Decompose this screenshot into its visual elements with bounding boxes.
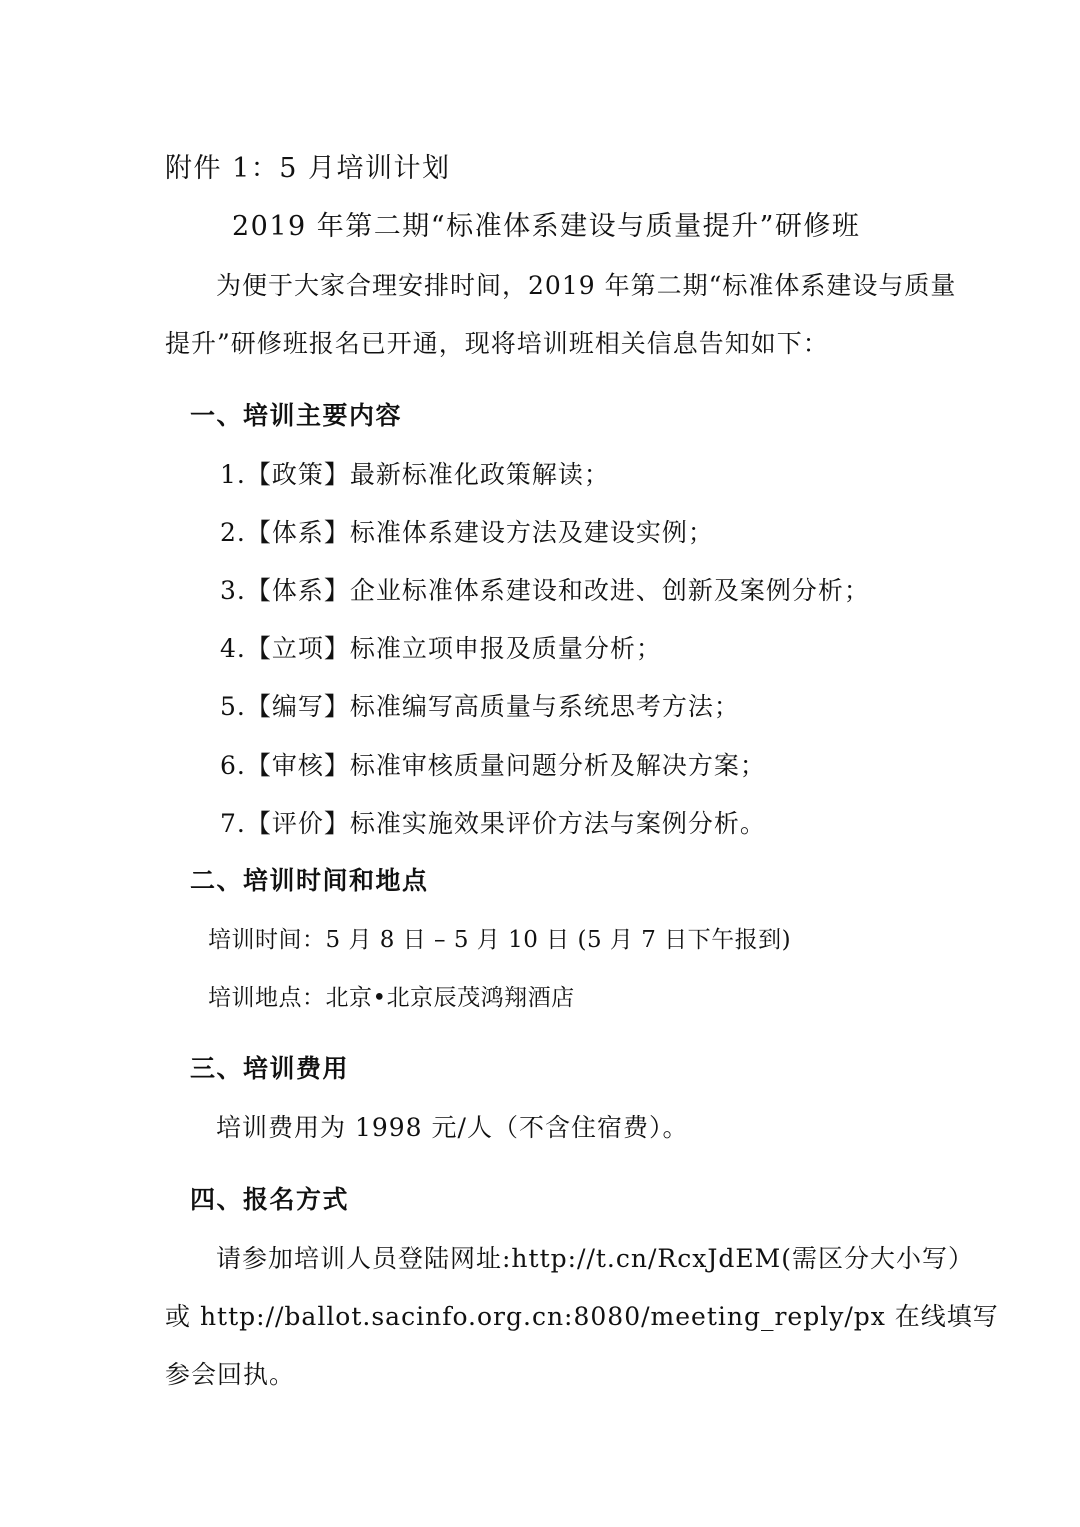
training-place: 培训地点：北京•北京辰茂鸿翔酒店 bbox=[208, 985, 575, 1011]
registration-line-2: 或 http://ballot.sacinfo.org.cn:8080/meeting_reply/px 在线填写 bbox=[165, 1302, 999, 1331]
content-list-item: 1.【政策】最新标准化政策解读； bbox=[220, 460, 610, 489]
content-list-item: 7.【评价】标准实施效果评价方法与案例分析。 bbox=[220, 809, 766, 838]
training-fee: 培训费用为 1998 元/人（不含住宿费）。 bbox=[216, 1113, 689, 1142]
attachment-label: 附件 1：5 月培训计划 bbox=[165, 153, 451, 184]
document-title: 2019 年第二期“标准体系建设与质量提升”研修班 bbox=[232, 211, 861, 242]
content-list-item: 2.【体系】标准体系建设方法及建设实例； bbox=[220, 518, 714, 547]
content-list-item: 5.【编写】标准编写高质量与系统思考方法； bbox=[220, 692, 740, 721]
section-heading-content: 一、培训主要内容 bbox=[190, 401, 403, 430]
registration-line-3: 参会回执。 bbox=[165, 1360, 296, 1389]
intro-paragraph-line-2: 提升”研修班报名已开通，现将培训班相关信息告知如下： bbox=[165, 329, 829, 358]
section-heading-fee: 三、培训费用 bbox=[190, 1054, 350, 1083]
content-list-item: 4.【立项】标准立项申报及质量分析； bbox=[220, 634, 662, 663]
section-heading-registration: 四、报名方式 bbox=[190, 1185, 350, 1214]
training-time: 培训时间：5 月 8 日 – 5 月 10 日 (5 月 7 日下午报到) bbox=[208, 927, 792, 953]
section-heading-time-place: 二、培训时间和地点 bbox=[190, 866, 429, 895]
content-list-item: 3.【体系】企业标准体系建设和改进、创新及案例分析； bbox=[220, 576, 870, 605]
content-list-item: 6.【审核】标准审核质量问题分析及解决方案； bbox=[220, 751, 766, 780]
registration-line-1: 请参加培训人员登陆网址:http://t.cn/RcxJdEM(需区分大小写） bbox=[216, 1244, 974, 1273]
intro-paragraph-line-1: 为便于大家合理安排时间，2019 年第二期“标准体系建设与质量 bbox=[216, 271, 957, 300]
